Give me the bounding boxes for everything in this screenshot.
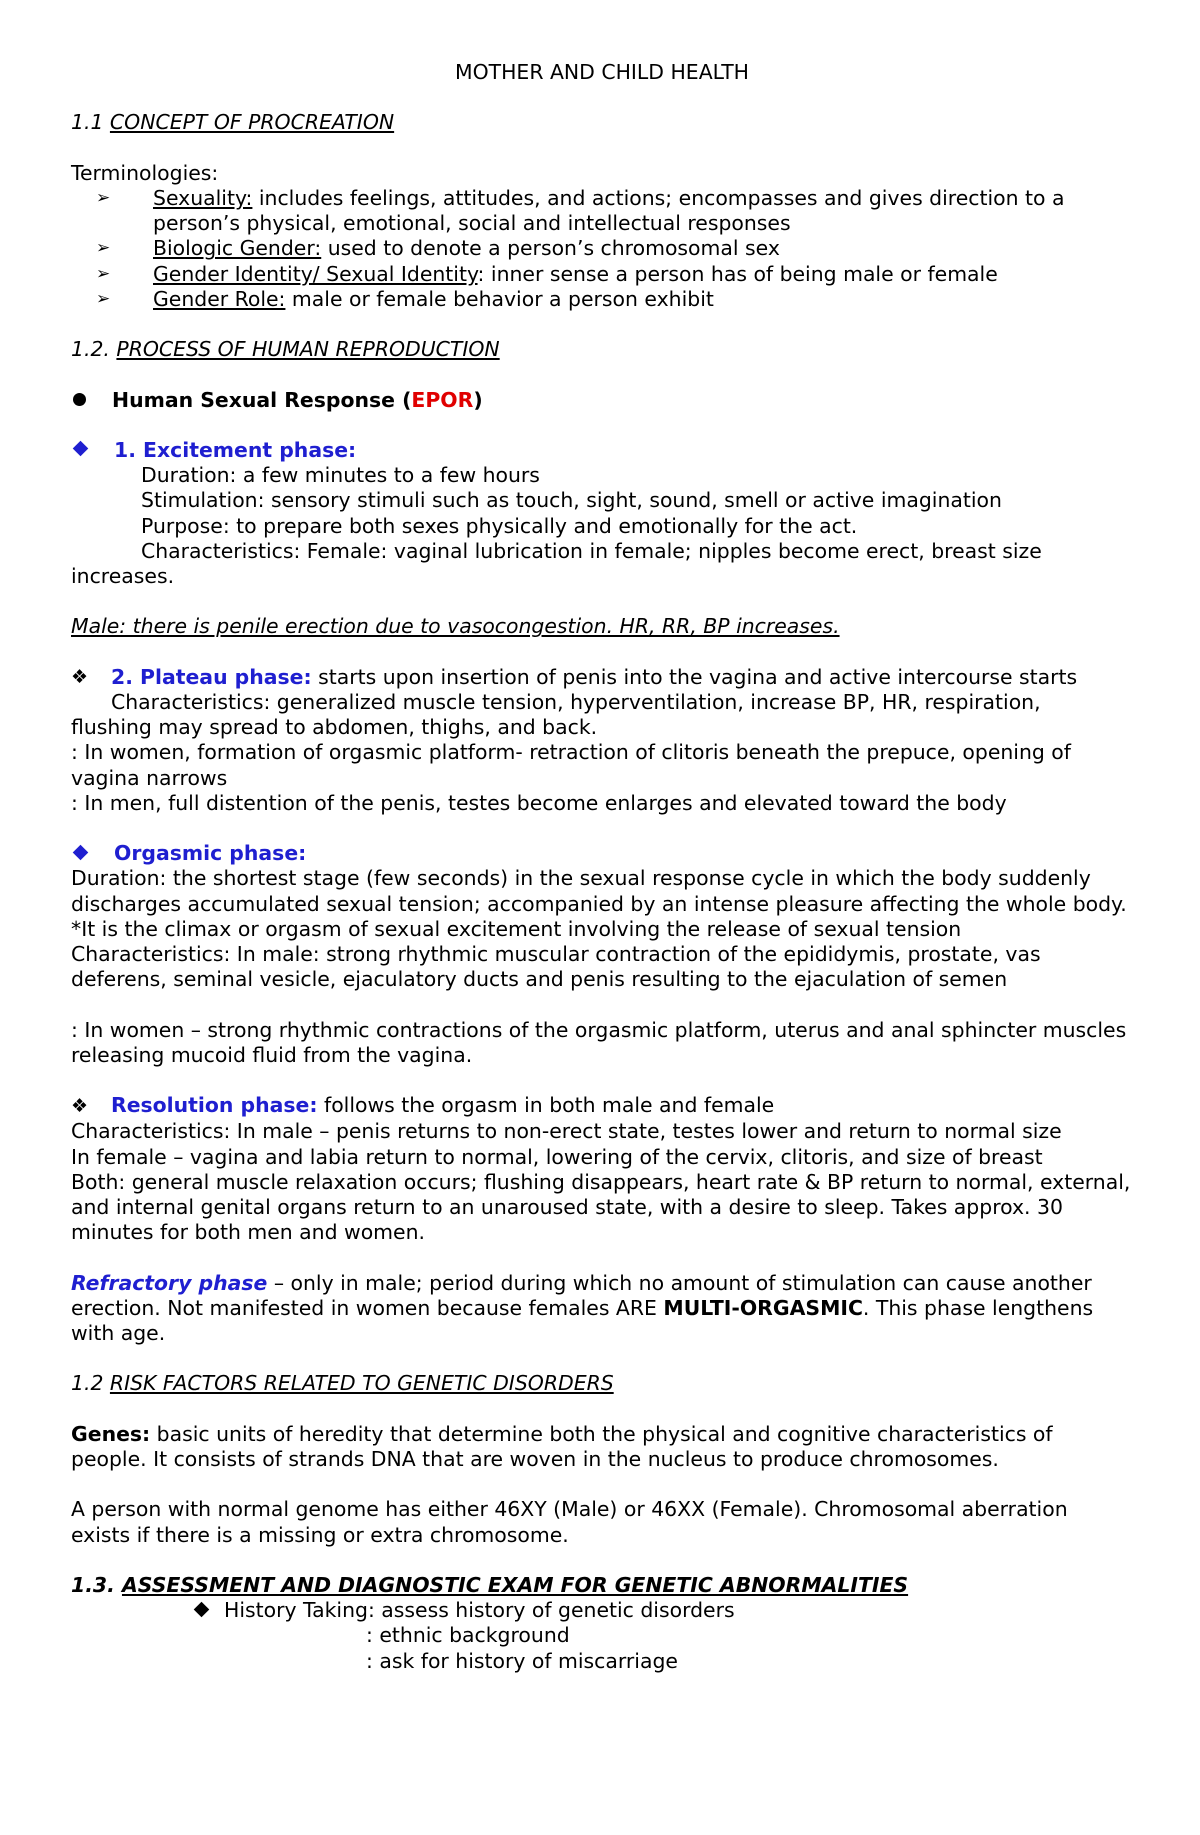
list-item (71, 1598, 1133, 1623)
list-item: : ask for history of miscarriage (366, 1648, 678, 1673)
hsr-paren-open: ( (402, 387, 412, 412)
section-3-heading (71, 1371, 1133, 1396)
diamond-bullet-icon (73, 844, 89, 860)
multi-orgasmic-emphasis: MULTI-ORGASMIC (663, 1295, 863, 1320)
excitement-purpose: Purpose: to prepare both sexes physically and emotionally for the act. (141, 513, 858, 538)
term: Gender Identity/ Sexual Identity (153, 261, 478, 286)
term: Sexuality: (153, 185, 253, 210)
list-item (71, 287, 1133, 312)
resolution-characteristics: Characteristics: In male – penis returns to non-erect state, testes lower and return to normal size (71, 1119, 1062, 1144)
definition: male or female behavior a person exhibit (285, 286, 714, 311)
arrow-bullet-icon: ➢ (96, 288, 111, 309)
human-sexual-response-heading (71, 388, 1133, 413)
excitement-title: 1. Excitement phase: (114, 437, 357, 462)
orgasmic-title: Orgasmic phase: (114, 841, 307, 866)
term: Gender Role: (153, 286, 286, 311)
genes-desc: basic units of heredity that determine both the physical and cognitive characteristics of people. It consists of strands DNA that are woven in the nucleus to produce chromosomes. (71, 1421, 1053, 1471)
orgasmic-phase-heading (71, 841, 1133, 866)
orgasmic-duration: Duration: the shortest stage (few seconds) in the sexual response cycle in which the body suddenly discharges accumulated sexual tension; accompanied by an intense pleasure affecting the whole body. (71, 866, 1127, 916)
resolution-desc: follows the orgasm in both male and female (317, 1093, 775, 1118)
terminologies-intro: Terminologies: (71, 160, 219, 185)
excitement-duration: Duration: a few minutes to a few hours (141, 463, 540, 488)
excitement-male: Male: there is penile erection due to vasocongestion. HR, RR, BP increases. (71, 614, 840, 639)
arrow-bullet-icon: ➢ (96, 238, 111, 259)
plateau-phase-heading (71, 665, 1133, 690)
orgasmic-climax: *It is the climax or orgasm of sexual excitement involving the release of sexual tension (71, 916, 962, 941)
list-item (71, 236, 1133, 261)
orgasmic-characteristics: Characteristics: In male: strong rhythmic muscular contraction of the epididymis, prostate, vas deferens, seminal vesicle, ejaculatory ducts and penis resulting to the ejaculation of semen (71, 941, 1041, 992)
doc-title: MOTHER AND CHILD HEALTH (455, 60, 749, 84)
orgasmic-women: : In women – strong rhythmic contractions of the orgasmic platform, uterus and anal sphincter muscles releasing mucoid fluid from the vagina. (71, 1017, 1127, 1067)
four-point-star-icon: ❖ (71, 1095, 89, 1118)
excitement-phase-heading (71, 438, 1133, 463)
section-4-number: 1.3. (71, 1572, 122, 1597)
hsr-label: Human Sexual Response (112, 387, 403, 412)
section-2-heading (71, 337, 1133, 362)
definition: : inner sense a person has of being male or female (477, 261, 998, 286)
refractory-desc: – only in male; period during which no amount of stimulation can cause another erection. Not manifested in women because females ARE (71, 1270, 1092, 1320)
resolution-title: Resolution phase: (111, 1093, 318, 1118)
history-taking-list (71, 1598, 1133, 1674)
plateau-men: : In men, full distention of the penis, testes become enlarges and elevated toward the body (71, 790, 1007, 815)
plateau-title: 2. Plateau phase: (111, 664, 312, 689)
four-point-star-icon: ❖ (71, 665, 89, 688)
term: Biologic Gender: (153, 236, 322, 261)
terminology-list (71, 186, 1133, 312)
list-item: : ethnic background (366, 1623, 570, 1648)
excitement-characteristics: Characteristics: Female: vaginal lubrication in female; nipples become erect, breast size (141, 538, 1042, 563)
diamond-bullet-icon (194, 1601, 210, 1617)
plateau-desc: starts upon insertion of penis into the vagina and active intercourse starts (311, 664, 1078, 689)
resolution-phase-heading (71, 1093, 1133, 1119)
excitement-stimulation: Stimulation: sensory stimuli such as touch, sight, sound, smell or active imagination (141, 488, 1002, 513)
document-page (71, 60, 1133, 1674)
section-1-title: CONCEPT OF PROCREATION (109, 110, 395, 135)
excitement-characteristics-cont: increases. (71, 563, 175, 588)
definition: includes feelings, attitudes, and actions; encompasses and gives direction to a person’s physical, emotional, social and intellectual responses (153, 185, 1065, 236)
resolution-female: In female – vagina and labia return to normal, lowering of the cervix, clitoris, and size of breast (71, 1144, 1043, 1169)
hsr-paren-close: ) (473, 387, 483, 412)
arrow-bullet-icon: ➢ (96, 187, 111, 208)
genome-paragraph: A person with normal genome has either 46XY (Male) or 46XX (Female). Chromosomal aberration exists if there is a missing or extra chromosome. (71, 1497, 1068, 1547)
section-2-title: PROCESS OF HUMAN REPRODUCTION (116, 337, 500, 362)
genes-definition (71, 1422, 1133, 1472)
history-taking: History Taking: assess history of genetic disorders (224, 1598, 735, 1623)
circle-bullet-icon (73, 393, 86, 406)
refractory-desc-end: . This phase lengthens with age. (71, 1295, 1094, 1345)
list-item (71, 186, 1133, 236)
plateau-characteristics-cont: flushing may spread to abdomen, thighs, and back. (71, 715, 598, 740)
definition: used to denote a person’s chromosomal sex (321, 236, 780, 261)
resolution-both: Both: general muscle relaxation occurs; flushing disappears, heart rate & BP return to normal, external, and internal genital organs return to an unaroused state, with a desire to sleep. Takes approx. 30 minutes for both men and women. (71, 1169, 1131, 1245)
diamond-bullet-icon (73, 441, 89, 457)
section-1-number: 1.1 (71, 110, 110, 135)
section-3-title: RISK FACTORS RELATED TO GENETIC DISORDERS (109, 1371, 614, 1396)
section-3-number: 1.2 (71, 1371, 110, 1396)
refractory-phase (71, 1271, 1133, 1347)
refractory-title: Refractory phase (71, 1270, 268, 1295)
genes-label: Genes: (71, 1421, 151, 1446)
section-2-number: 1.2. (71, 337, 117, 362)
plateau-women: : In women, formation of orgasmic platform- retraction of clitoris beneath the prepuce, opening of vagina narrows (71, 740, 1071, 790)
plateau-characteristics: Characteristics: generalized muscle tension, hyperventilation, increase BP, HR, respiration, (111, 689, 1041, 714)
section-1-heading (71, 110, 1133, 135)
section-4-heading (71, 1573, 1133, 1598)
section-4-title: ASSESSMENT AND DIAGNOSTIC EXAM FOR GENETIC ABNORMALITIES (121, 1572, 909, 1597)
epor-acronym: EPOR (411, 387, 474, 412)
arrow-bullet-icon: ➢ (96, 263, 111, 284)
list-item (71, 262, 1133, 287)
